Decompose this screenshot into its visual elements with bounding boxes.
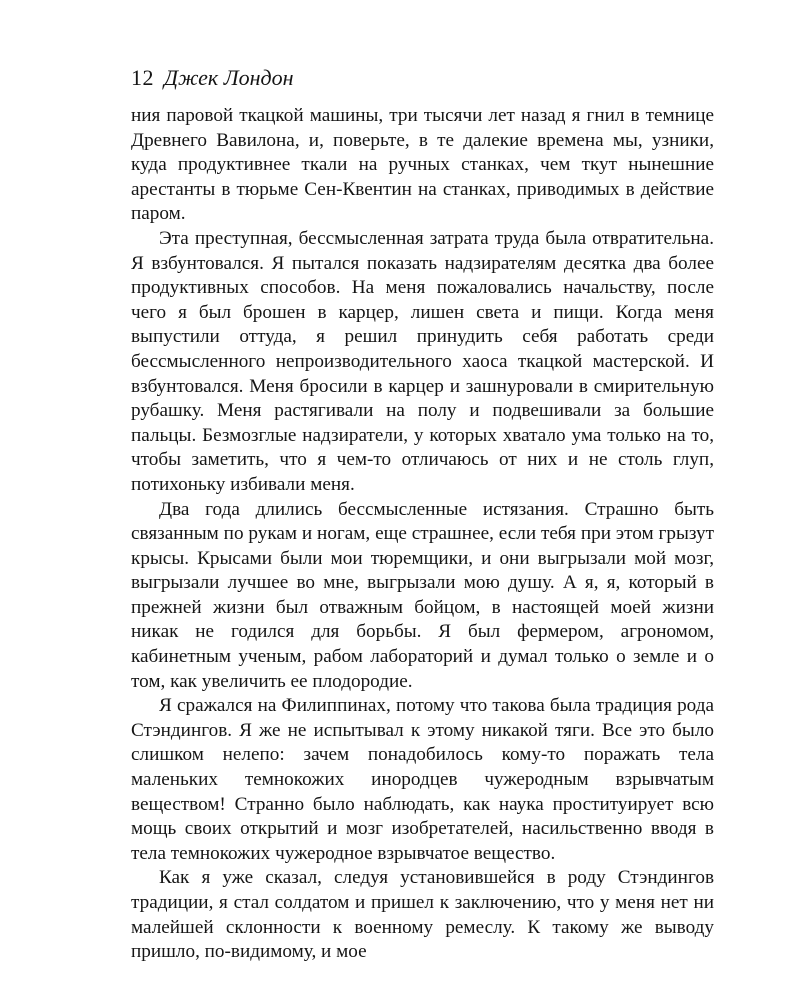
paragraph: Как я уже сказал, следуя установившейся в роду Стэндингов традиции, я стал солдатом и пришел к заключению, что у меня нет ни малейшей склонности к военному ремеслу. К такому же выводу пришло, по-видимому, и мое bbox=[131, 867, 714, 963]
paragraph-continuation: ния паровой ткацкой машины, три тысячи лет назад я гнил в темнице Древнего Вавилона, и, поверьте, в те далекие времена мы, узники, куда продуктивнее ткали на ручных станках, чем ткут нынешние арестанты в тюрьме Сен-Квентин на станках, приводимых в действие паром. bbox=[131, 105, 714, 225]
page-number: 12 bbox=[131, 65, 154, 90]
running-head bbox=[131, 63, 294, 93]
book-author: Джек Лондон bbox=[164, 65, 294, 90]
paragraph: Два года длились бессмысленные истязания. Страшно быть связанным по рукам и ногам, еще страшнее, если тебя при этом грызут крысы. Крысами были мои тюремщики, и они выгрызали мой мозг, выгрызали лучшее во мне, выгрызали мою душу. А я, я, который в прежней жизни был отважным бойцом, в настоящей моей жизни никак не годился для борьбы. Я был фермером, агрономом, кабинетным ученым, рабом лабораторий и думал только о земле и о том, как увеличить ее плодородие. bbox=[131, 498, 714, 692]
paragraph: Я сражался на Филиппинах, потому что такова была традиция рода Стэндингов. Я же не испытывал к этому никакой тяги. Все это было слишком нелепо: зачем понадобилось кому-то поражать тела маленьких темнокожих инородцев чужеродным взрывчатым веществом! Странно было наблюдать, как наука проституирует всю мощь своих открытий и мозг изобретателей, насильственно вводя в тела темнокожих чужеродное взрывчатое вещество. bbox=[131, 695, 714, 864]
paragraph: Эта преступная, бессмысленная затрата труда была отвратительна. Я взбунтовался. Я пытался показать надзирателям десятка два более продуктивных способов. На меня пожаловались начальству, после чего я был брошен в карцер, лишен света и пищи. Когда меня выпустили оттуда, я решил принудить себя работать среди бессмысленного непроизводительного хаоса ткацкой мастерской. И взбунтовался. Меня бросили в карцер и зашнуровали в смирительную рубашку. Меня растягивали на полу и подвешивали за большие пальцы. Безмозглые надзиратели, у которых хватало ума только на то, чтобы заметить, что я чем-то отличаюсь от них и не столь глуп, потихоньку избивали меня. bbox=[131, 227, 714, 495]
body-text bbox=[131, 104, 714, 965]
